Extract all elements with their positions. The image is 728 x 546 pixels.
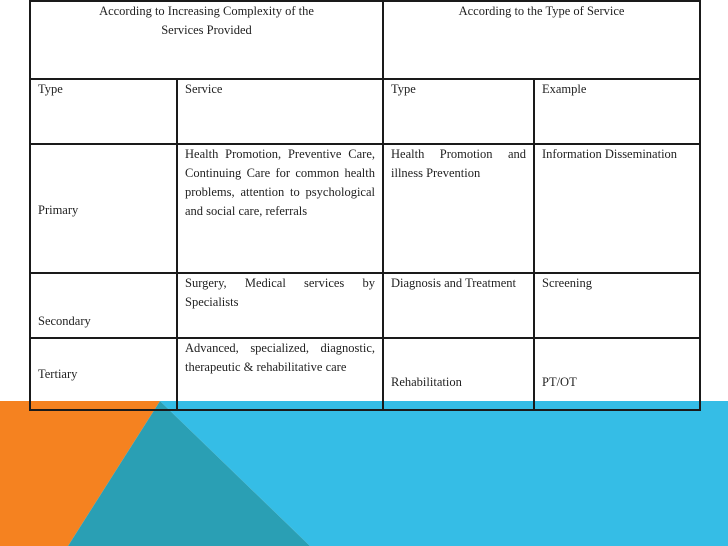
health-services-table xyxy=(29,0,701,411)
row-service-type-primary: Health Promotion and illness Prevention xyxy=(383,144,534,273)
row-example-primary: Information Dissemination xyxy=(534,144,700,273)
row-example-secondary: Screening xyxy=(534,273,700,338)
table-group-header-row xyxy=(30,1,700,79)
complexity-header xyxy=(30,1,383,79)
complexity-header-text: According to Increasing Complexity of the Services Provided xyxy=(99,4,314,37)
row-type-primary: Primary xyxy=(30,144,177,273)
row-service-secondary: Surgery, Medical services by Specialists xyxy=(177,273,383,338)
table-row xyxy=(30,273,700,338)
column-header-example: Example xyxy=(534,79,700,144)
row-type-tertiary: Tertiary xyxy=(30,338,177,410)
column-header-service: Service xyxy=(177,79,383,144)
table-row xyxy=(30,144,700,273)
table-row xyxy=(30,338,700,410)
column-header-type: Type xyxy=(30,79,177,144)
service-type-header: According to the Type of Service xyxy=(383,1,700,79)
row-service-tertiary: Advanced, specialized, diagnostic, therapeutic & rehabilitative care xyxy=(177,338,383,410)
row-service-type-tertiary: Rehabilitation xyxy=(383,338,534,410)
row-service-primary: Health Promotion, Preventive Care, Continuing Care for common health problems, attention to psychological and social care, referrals xyxy=(177,144,383,273)
column-header-row xyxy=(30,79,700,144)
column-header-service-type: Type xyxy=(383,79,534,144)
row-service-type-secondary: Diagnosis and Treatment xyxy=(383,273,534,338)
row-type-secondary: Secondary xyxy=(30,273,177,338)
row-example-tertiary: PT/OT xyxy=(534,338,700,410)
